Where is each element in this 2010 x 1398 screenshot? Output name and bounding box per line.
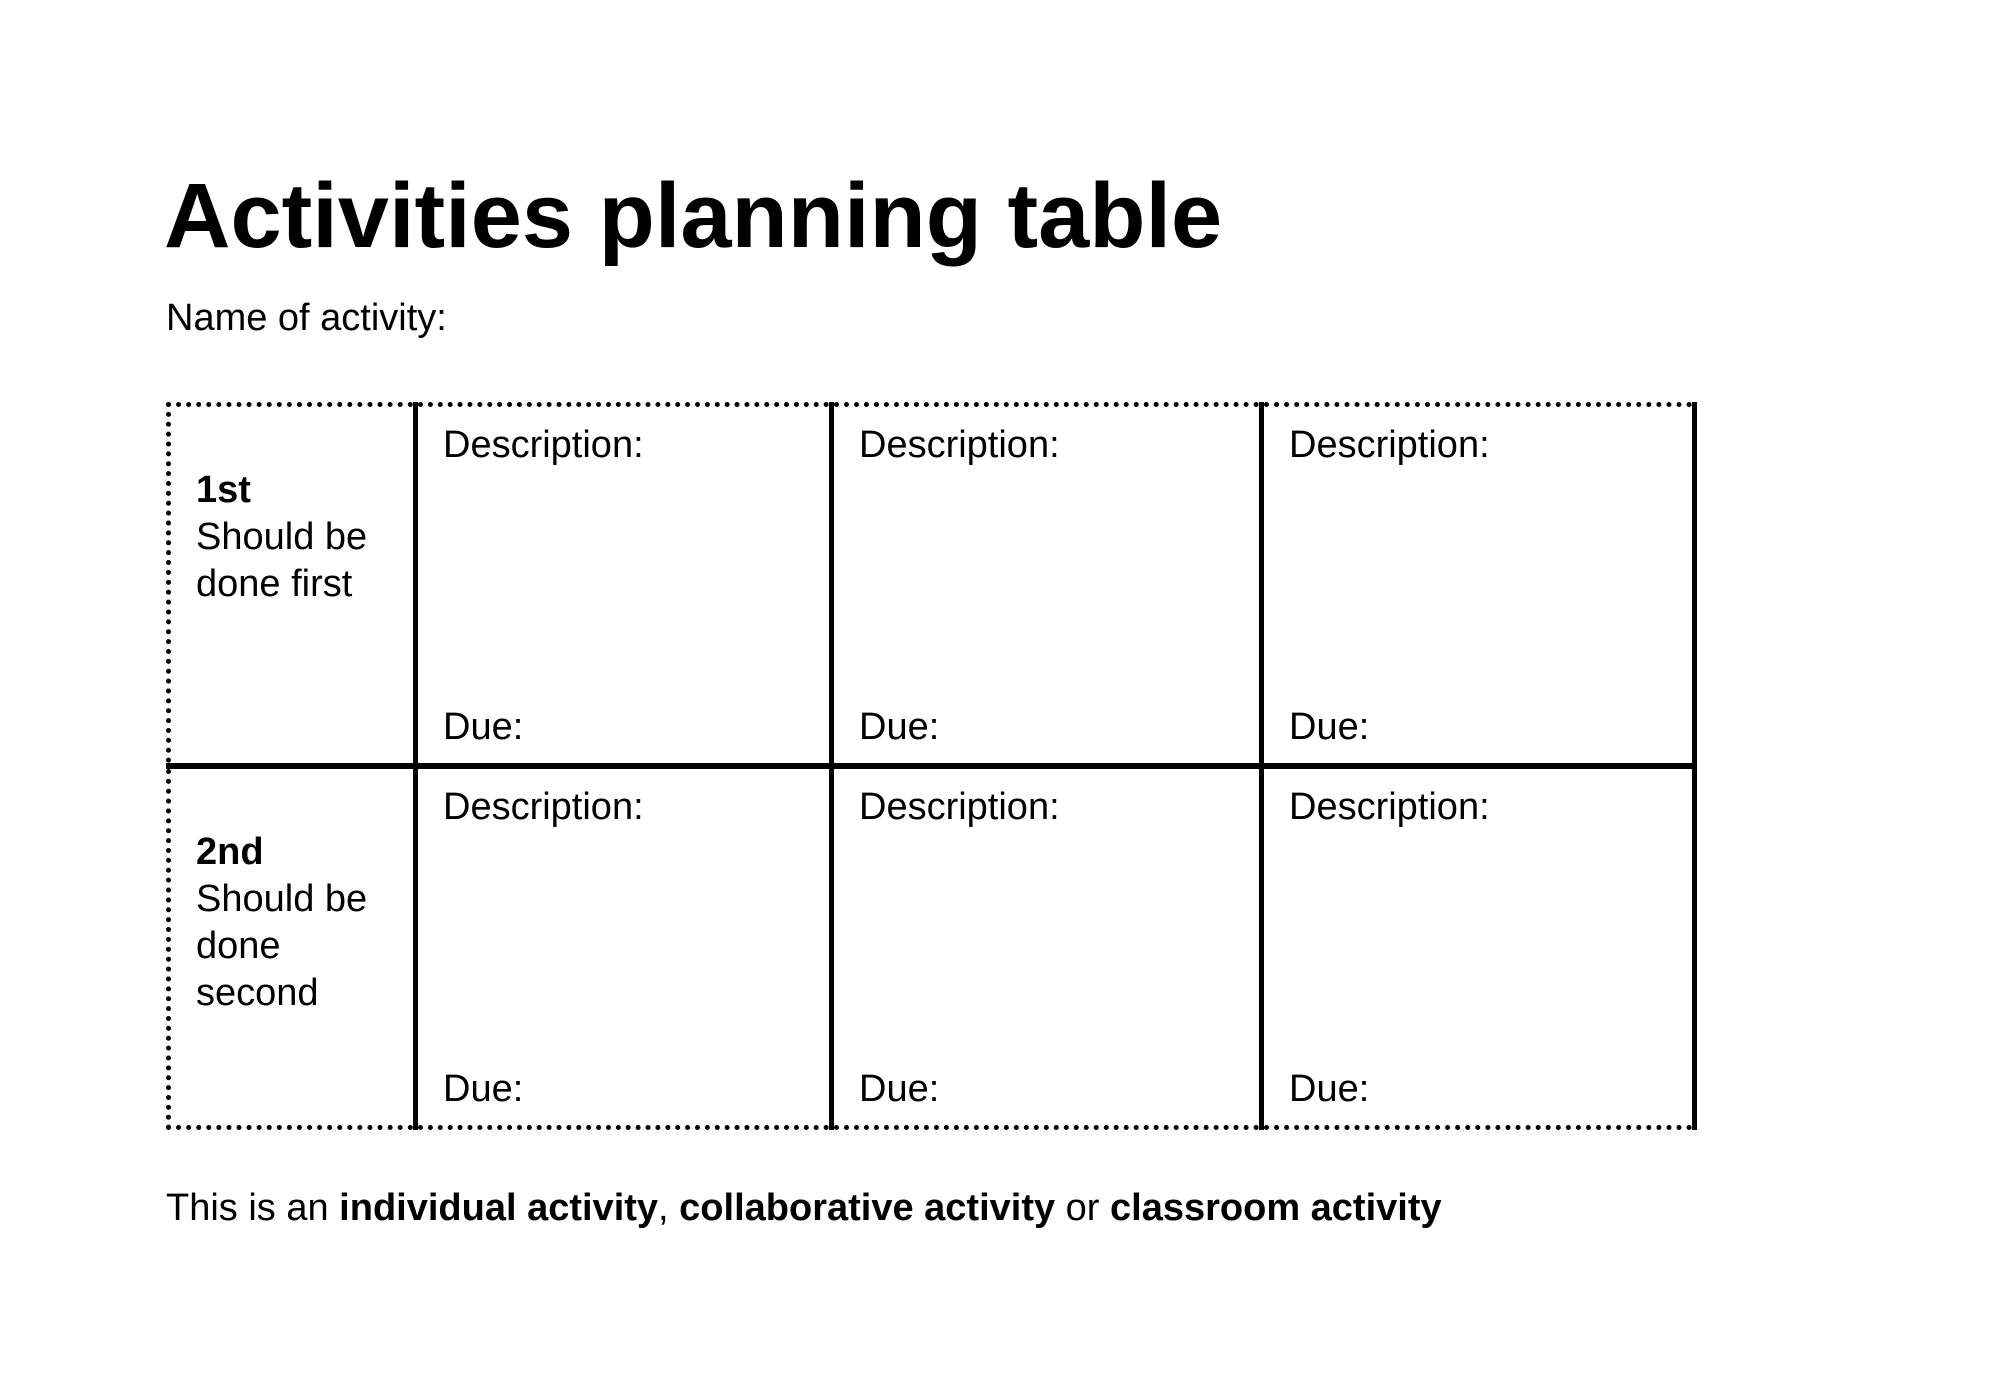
priority-rank: 1st <box>196 469 251 511</box>
priority-cell-first <box>169 405 416 767</box>
activity-type-note <box>166 1186 1442 1232</box>
due-label: Due: <box>859 1068 940 1111</box>
note-comma: , <box>658 1187 680 1229</box>
due-label: Due: <box>443 1068 524 1111</box>
task-cell[interactable] <box>832 405 1262 767</box>
description-label: Description: <box>859 424 1060 466</box>
priority-description: Should be done second <box>196 878 368 1014</box>
task-cell[interactable] <box>1262 405 1695 767</box>
description-label: Description: <box>443 424 644 466</box>
priority-rank: 2nd <box>196 831 264 873</box>
task-cell[interactable] <box>416 766 832 1128</box>
task-cell[interactable] <box>1262 766 1695 1128</box>
note-or: or <box>1055 1187 1111 1229</box>
table-row-first <box>169 405 1695 767</box>
page-title: Activities planning table <box>164 165 1223 267</box>
option-individual-activity: individual activity <box>339 1187 659 1229</box>
task-cell[interactable] <box>832 766 1262 1128</box>
priority-description: Should be done first <box>196 516 368 605</box>
note-prefix: This is an <box>166 1187 340 1229</box>
table-row-second <box>169 766 1695 1128</box>
due-label: Due: <box>1289 1068 1370 1111</box>
activities-planning-table <box>166 402 1697 1130</box>
option-classroom-activity: classroom activity <box>1110 1187 1442 1229</box>
due-label: Due: <box>443 706 524 749</box>
due-label: Due: <box>859 706 940 749</box>
description-label: Description: <box>859 786 1060 828</box>
option-collaborative-activity: collaborative activity <box>679 1187 1056 1229</box>
description-label: Description: <box>443 786 644 828</box>
description-label: Description: <box>1289 424 1490 466</box>
priority-cell-second <box>169 766 416 1128</box>
description-label: Description: <box>1289 786 1490 828</box>
activity-name-label: Name of activity: <box>166 297 447 339</box>
task-cell[interactable] <box>416 405 832 767</box>
due-label: Due: <box>1289 706 1370 749</box>
